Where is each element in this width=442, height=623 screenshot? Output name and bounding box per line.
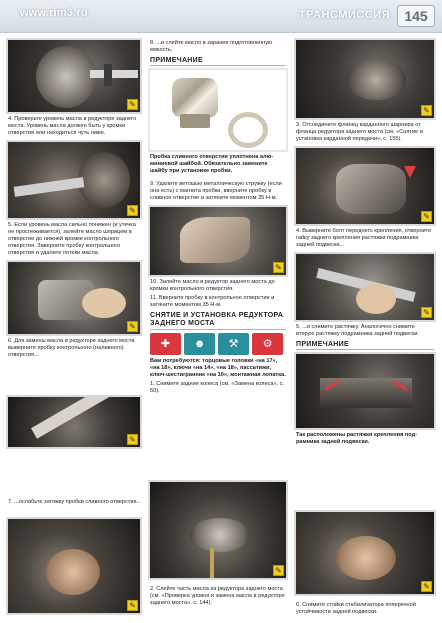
photo-shape xyxy=(190,518,250,552)
caption-4: 4. Проверьте уровень масла в редукторе заднего моста. Уровень масла должен быть у кромки отверстия или находиться чуть ниже. xyxy=(8,116,137,136)
caption-10: 10. Залейте масло в редуктор заднего моста до кромки контрольного отверстия. xyxy=(150,279,275,292)
photo-r4 xyxy=(294,146,436,226)
photo-note xyxy=(294,352,436,430)
photo-4 xyxy=(6,38,142,114)
note-text: Пробка сливного отверстия уплотнена алюминиевой шайбой. Обязательно замените шайбу при установке пробки. xyxy=(150,154,274,174)
photo-7 xyxy=(6,395,142,449)
photo-plug xyxy=(148,68,288,152)
tool-icon-1: ✚ xyxy=(150,333,181,355)
photo-shape xyxy=(336,164,406,214)
tool-icon-2: ☻ xyxy=(184,333,215,355)
tool-icon-4: ⚙ xyxy=(252,333,283,355)
photo-7b xyxy=(6,517,142,615)
section-heading: СНЯТИЕ И УСТАНОВКА РЕДУКТОРА ЗАДНЕГО МОСТА xyxy=(150,312,286,330)
photo-shape xyxy=(180,114,210,128)
caption-9: 9. Удалите ветошью металлическую стружку (если она есть) с магнита пробки, вверните пробку в сливное отверстие и затяните моментом 35 Н·м. xyxy=(150,181,282,201)
photo-shape xyxy=(336,536,396,580)
hint-icon: ✎ xyxy=(127,99,138,110)
photo-shape xyxy=(346,60,406,100)
hint-icon: ✎ xyxy=(421,581,432,592)
caption-8: 8. ...и слейте масло в заранее подготовленную емкость. xyxy=(150,40,273,53)
photo-shape xyxy=(90,70,138,78)
hint-icon: ✎ xyxy=(127,205,138,216)
caption-11: 11. Вверните пробку в контрольное отверстие и затяните моментом 35 Н·м. xyxy=(150,295,275,308)
left-column xyxy=(6,38,142,449)
hint-icon: ✎ xyxy=(273,565,284,576)
caption-2: 2. Слейте часть масла из редуктора заднего моста (см. «Проверка уровня и замена масла в редукторе заднего моста», с. 144). xyxy=(150,586,285,606)
photo-3 xyxy=(294,38,436,120)
photo-shape xyxy=(82,288,126,318)
caption-r5: 5. ...и снимите растяжку. Аналогично снимите вторую растяжку подрамника задней подвески. xyxy=(296,324,420,337)
hint-icon: ✎ xyxy=(421,105,432,116)
photo-10 xyxy=(148,205,288,277)
photo-shape xyxy=(356,284,396,314)
caption-r6: 6. Снимите стойки стабилизатора поперечной устойчивости задней подвески. xyxy=(296,602,416,615)
arrow-icon xyxy=(404,166,416,178)
photo-shape xyxy=(78,152,130,208)
hint-icon: ✎ xyxy=(127,434,138,445)
note-caption: Так расположены растяжки крепления подрамника задней подвески. xyxy=(296,432,418,445)
site-url: www.rim3.ru xyxy=(20,7,88,19)
tool-icons xyxy=(150,333,286,355)
note-title-right: ПРИМЕЧАНИЕ xyxy=(296,341,434,350)
tools-needed: Вам потребуются: торцовые головки «на 17», «на 18», ключи «на 14», «на 18», пассатижи, ключ-шестигранник «на 10», монтажная лопатка. xyxy=(150,358,286,378)
caption-r3: 3. Отсоедините фланец карданного шарнира от фланца редуктора заднего моста (см. «Снятие и установка карданной передачи», с. 155). xyxy=(296,122,423,142)
page-number: 145 xyxy=(397,5,435,27)
photo-r5 xyxy=(294,252,436,322)
section-title: ТРАНСМИССИЯ xyxy=(298,9,390,21)
hint-icon: ✎ xyxy=(421,307,432,318)
photo-shape xyxy=(36,46,96,108)
caption-7: 7. ...ослабьте затяжку пробки сливного отверстия... xyxy=(8,499,142,505)
caption-6: 6. Для замены масла в редукторе заднего моста выверните пробку контрольного (наливного) отверстия... xyxy=(8,338,135,358)
tool-icon-3: ⚒ xyxy=(218,333,249,355)
photo-shape xyxy=(14,177,85,197)
photo-6 xyxy=(6,260,142,336)
photo-shape xyxy=(228,112,268,148)
step-1: 1. Снимите задние колеса (см. «Замена колеса», с. 50). xyxy=(150,381,285,394)
hint-icon: ✎ xyxy=(421,211,432,222)
photo-shape xyxy=(180,217,250,263)
hint-icon: ✎ xyxy=(127,321,138,332)
caption-r4: 4. Выверните болт переднего крепления, отверните гайку заднего крепления растяжки подрамника задней подвески... xyxy=(296,228,432,248)
note-title: ПРИМЕЧАНИЕ xyxy=(150,57,286,66)
hint-icon: ✎ xyxy=(127,600,138,611)
photo-r6 xyxy=(294,510,436,596)
photo-shape xyxy=(104,64,112,86)
caption-5: 5. Если уровень масла сильно понижен (и утечка не прослеживается), залейте масло шприцем в отверстие до нижней кромки контрольного отверстия. Заверните пробку контрольного отверстия и удалите потеки масла. xyxy=(8,222,136,256)
photo-shape xyxy=(46,549,100,595)
photo-2 xyxy=(148,480,288,580)
right-column xyxy=(294,38,436,446)
photo-shape xyxy=(210,548,214,578)
hint-icon: ✎ xyxy=(273,262,284,273)
photo-5 xyxy=(6,140,142,220)
photo-shape xyxy=(31,395,115,439)
page-header xyxy=(0,0,442,33)
middle-column xyxy=(148,38,288,395)
photo-shape xyxy=(172,78,218,118)
